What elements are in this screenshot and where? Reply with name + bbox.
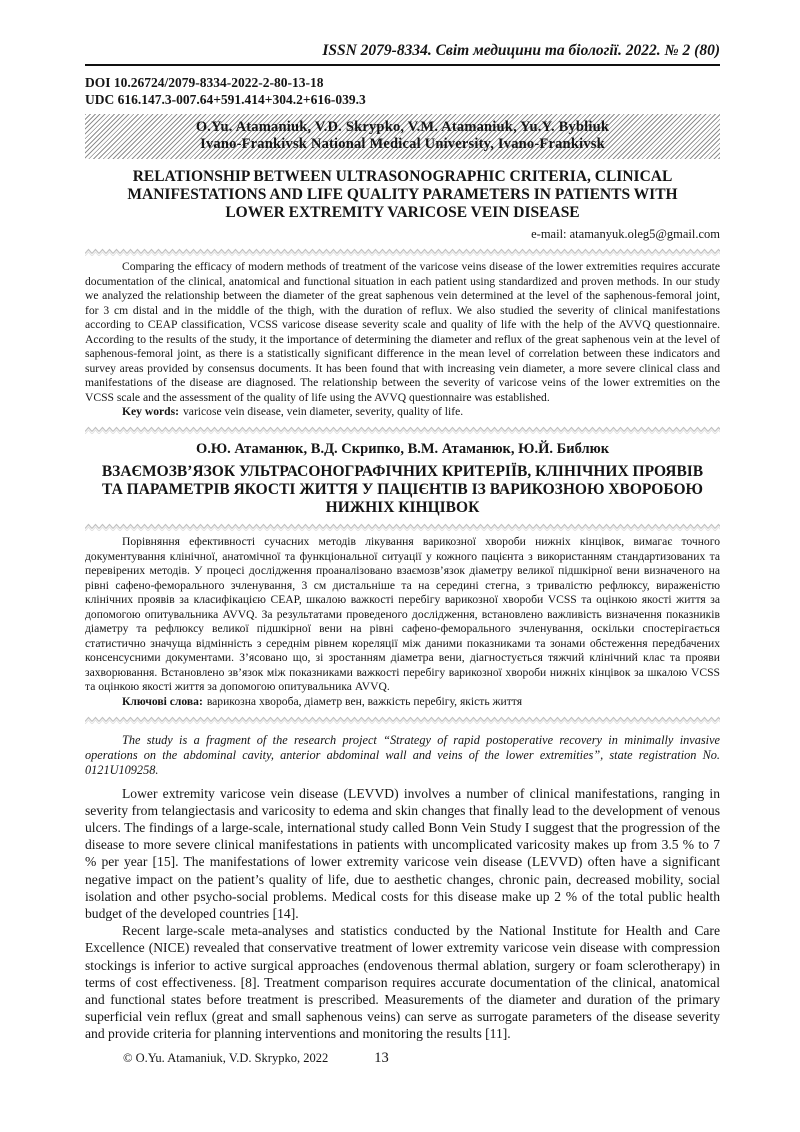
body-paragraph-2: Recent large-scale meta-analyses and statistics conducted by the National Institute for Health and Care Excellence (NICE) revealed that conservative treatment of lower extremity varicose vein disease with compression stockings is inferior to active surgical approaches (endovenous thermal ablation, surgery or foam sclerotherapy) in terms of cost effectiveness. [8]. Treatment comparison requires accurate documentation of the clinical, anatomical and functional states before treatment is prescribed. Measurements of the diameter and duration of the primary superficial vein reflux (great and small saphenous veins) can serve as surrogate parameters of the disease severity and provide criteria for planning interventions and monitoring the results [11]. [85, 923, 720, 1042]
zigzag-divider [85, 247, 720, 256]
body-paragraph-1: Lower extremity varicose vein disease (LEVVD) involves a number of clinical manifestations, ranging in severity from telangiectasis and varicosity to edema and skin changes that finally lead to the development of venous ulcers. The findings of a large-scale, international study called Bonn Vein Study I suggest that the progression of the disease to more severe clinical manifestations in patients with uncomplicated varicosity makes up from 3.5 % to 7 % per year [15]. The manifestations of lower extremity varicose vein disease (LEVVD) often have a significant negative impact on the patient’s quality of life, due to aesthetic changes, chronic pain, decreased mobility, social isolation and other psycho-social problems. Medical costs for this disease make up 2 % of the total public health budget of the developed countries [14]. [85, 785, 720, 921]
keywords-en-line [85, 405, 720, 420]
project-note: The study is a fragment of the research project “Strategy of rapid postoperative recovery in minimally invasive operations on the abdominal cavity, anterior abdominal wall and veins of the lower extremities”, state registration No. 0121U109258. [85, 732, 720, 777]
authors-band [85, 114, 720, 159]
page-number: 13 [374, 1049, 389, 1066]
keywords-en-text: varicose vein disease, vein diameter, severity, quality of life. [183, 405, 464, 419]
contact-email: e-mail: atamanyuk.oleg5@gmail.com [531, 227, 720, 241]
authors-en: O.Yu. Atamaniuk, V.D. Skrypko, V.M. Atamaniuk, Yu.Y. Bybliuk [195, 119, 610, 135]
journal-issn-header: ISSN 2079-8334. Світ медицини та біології. 2022. № 2 (80) [322, 42, 720, 59]
keywords-en-label: Key words: [122, 405, 179, 419]
article-title-en: RELATIONSHIP BETWEEN ULTRASONOGRAPHIC CRITERIA, CLINICAL MANIFESTATIONS AND LIFE QUALITY PARAMETERS IN PATIENTS WITH LOWER EXTREMITY VARICOSE VEIN DISEASE [127, 168, 678, 221]
abstract-uk: Порівняння ефективності сучасних методів лікування варикозної хвороби нижніх кінцівок, вимагає точного документування клінічної, анатомічної та функціональної ситуації у кожного пацієнта з використанням стандартизованих та перевірених методів. У процесі дослідження проаналізовано взаємозв’язок діаметру великої підшкірної вени визначеного на рівні сафено-феморального зчленування, 3 см дистальніше та на середині стегна, з тривалістю рефлюксу, вираженістю клінічних проявів за класифікацією CEAP, шкалою важкості перебігу варикозної хвороби VCSS та оцінкою якості життя за допомогою опитувальника AVVQ. За результатами проведеного дослідження, встановлено важливість визначення показників діаметру та рефлюксу великої підшкірної вени на рівні сафено-феморального зчленування, оскільки спостерігається статистично значуща відмінність з середнім рівнем кореляції між даними показниками та зонами обстеження передбачених консенсусними документами. З’ясовано що, зі зростанням діаметра вени, діагностується тяжчий клінічний клас та прояви захворювання. Встановлено зв’язок між показниками важкості перебігу варикозної хвороби нижніх кінцівок за шкалою VCSS та оцінкою якості життя за допомогою опитувальника AVVQ. [85, 535, 720, 694]
page-footer [85, 1050, 720, 1067]
doi-line: DOI 10.26724/2079-8334-2022-2-80-13-18 [85, 75, 324, 90]
authors-uk: О.Ю. Атаманюк, В.Д. Скрипко, В.М. Атаманюк, Ю.Й. Библюк [195, 441, 610, 458]
header-rule [85, 64, 720, 66]
affiliation-en: Ivano-Frankivsk National Medical University, Ivano-Frankivsk [200, 136, 605, 152]
article-title-uk: ВЗАЄМОЗВ’ЯЗОК УЛЬТРАСОНОГРАФІЧНИХ КРИТЕРІЇВ, КЛІНІЧНИХ ПРОЯВІВ ТА ПАРАМЕТРІВ ЯКОСТІ ЖИТТЯ У ПАЦІЄНТІВ ІЗ ВАРИКОЗНОЮ ХВОРОБОЮ НИЖНІХ КІНЦІВОК [101, 463, 704, 517]
keywords-uk-line [85, 695, 720, 710]
udc-line: UDC 616.147.3-007.64+591.414+304.2+616-039.3 [85, 91, 366, 107]
zigzag-divider [85, 522, 720, 531]
zigzag-divider [85, 425, 720, 434]
keywords-uk-label: Ключові слова: [122, 695, 203, 709]
zigzag-divider [85, 715, 720, 724]
abstract-en: Comparing the efficacy of modern methods of treatment of the varicose veins disease of the lower extremities requires accurate documentation of the clinical, anatomical and functional situation in each patient using standardized and proven methods. In our study we analyzed the relationship between the diameter of the great saphenous vein determined at the level of the saphenous-femoral joint, for 3 cm distal and in the middle of the thigh, with the duration of reflux. We also studied the severity of clinical manifestations according to CEAP classification, VCSS varicose disease severity scale and quality of life with the help of the AVVQ questionnaire. According to the results of the study, it the importance of determining the diameter and reflux of the great saphenous vein at the level of saphenous-femoral joint, as there is a statistically significant difference in the mean level of correlation between these indicators and survey areas provided by consensus documents. It has been found that with increasing vein diameter, a more severe clinical class and manifestations of the disease are diagnosed. The relationship between the severity of varicose veins of the lower extremities on the VCSS scale and the assessment of the quality of life using the AVVQ questionnaire was established. [85, 260, 720, 404]
footer-copyright: © O.Yu. Atamaniuk, V.D. Skrypko, 2022 [123, 1050, 329, 1065]
keywords-uk-text: варикозна хвороба, діаметр вен, важкість перебігу, якість життя [206, 695, 523, 709]
